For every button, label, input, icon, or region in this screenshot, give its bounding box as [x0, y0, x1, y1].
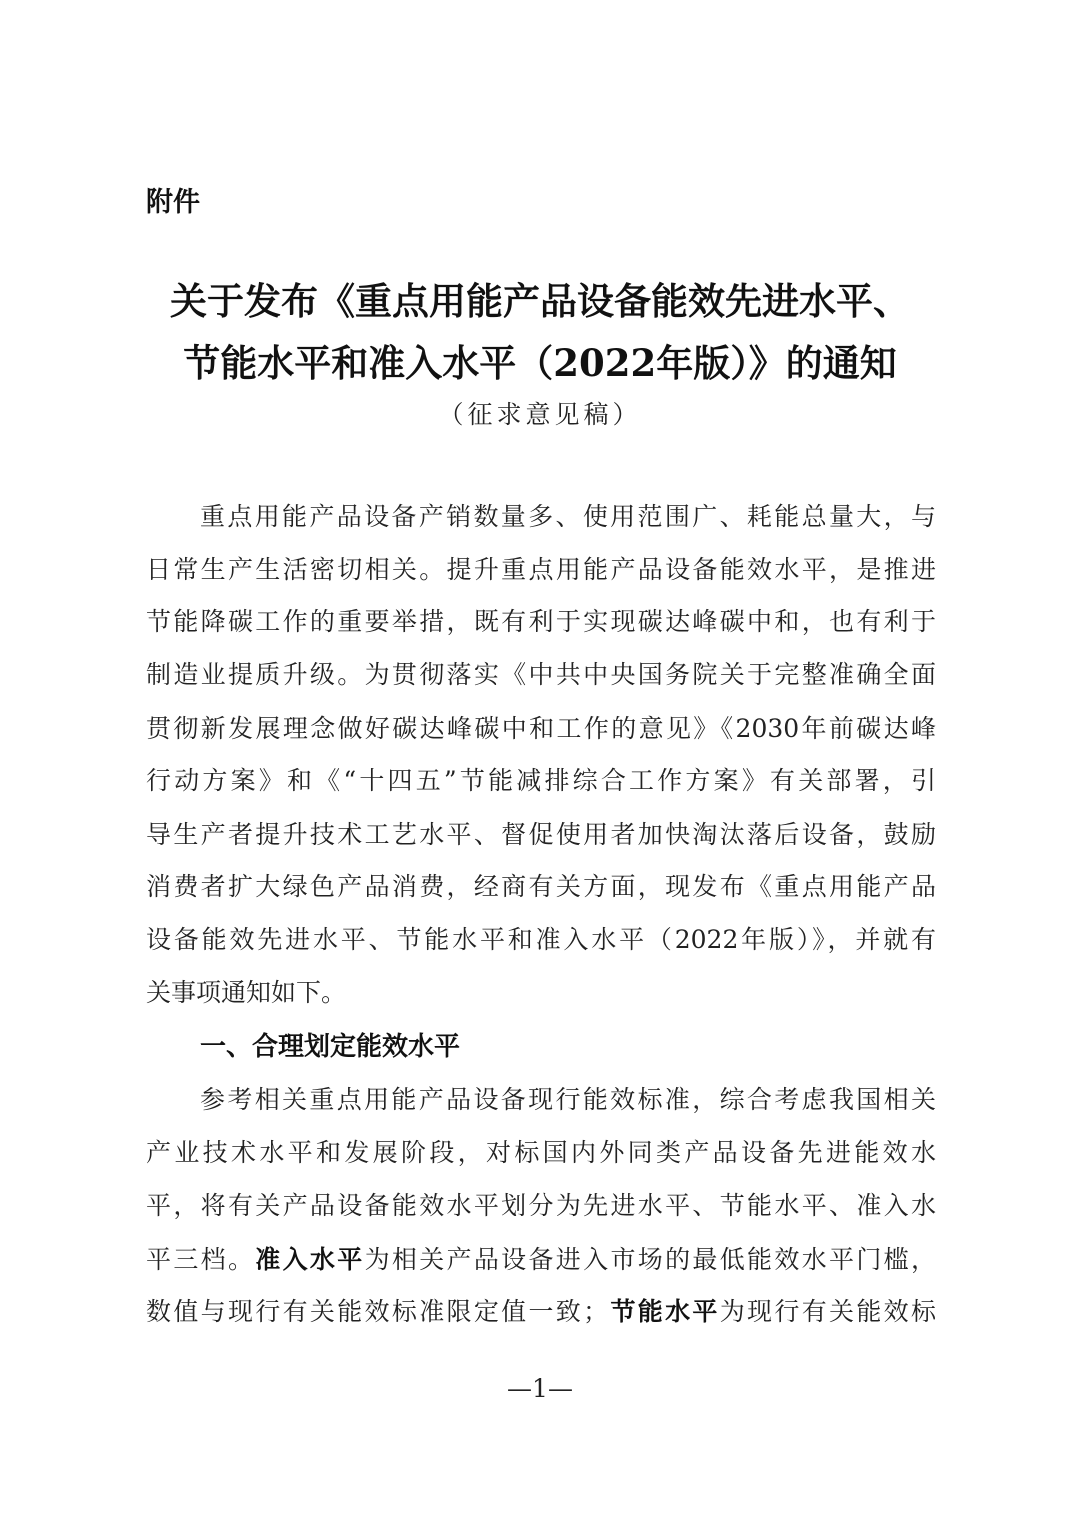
page-number: —1—	[507, 1374, 573, 1403]
paragraph-1-line: 行动方案》和《“十四五”节能减排综合工作方案》有关部署，引	[146, 766, 936, 795]
paragraph-1-line: 消费者扩大绿色产品消费，经商有关方面，现发布《重点用能产品	[146, 872, 936, 901]
paragraph-1-line: 贯彻新发展理念做好碳达峰碳中和工作的意见》《2030年前碳达峰	[146, 714, 936, 743]
line-text: 为相关产品设备进入市场的最低能效水平门槛，	[364, 1245, 936, 1274]
line-text: 数值与现行有关能效标准限定值一致；	[146, 1297, 609, 1326]
bold-term-access-level: 准入水平	[255, 1245, 365, 1274]
paragraph-1-line: 设备能效先进水平、节能水平和准入水平（2022年版）》，并就有	[146, 925, 936, 954]
paragraph-2-line	[146, 1292, 936, 1332]
paragraph-1-line: 日常生产生活密切相关。提升重点用能产品设备能效水平，是推进	[146, 555, 936, 584]
document-title-line-2: 节能水平和准入水平（2022年版）》的通知	[183, 341, 897, 385]
paragraph-1-line: 关事项通知如下。	[146, 978, 347, 1007]
paragraph-2-line: 参考相关重点用能产品设备现行能效标准，综合考虑我国相关	[200, 1085, 936, 1114]
paragraph-1-line: 制造业提质升级。为贯彻落实《中共中央国务院关于完整准确全面	[146, 660, 936, 689]
line-text: 为现行有关能效标	[719, 1297, 936, 1326]
paragraph-2-line: 产业技术水平和发展阶段，对标国内外同类产品设备先进能效水	[146, 1138, 936, 1167]
paragraph-2-line	[146, 1240, 936, 1280]
attachment-label: 附件	[146, 187, 200, 218]
bold-term-energy-saving-level: 节能水平	[608, 1297, 720, 1326]
section-1-heading: 一、合理划定能效水平	[200, 1032, 461, 1062]
paragraph-2-line: 平，将有关产品设备能效水平划分为先进水平、节能水平、准入水	[146, 1191, 936, 1220]
paragraph-1-line: 导生产者提升技术工艺水平、督促使用者加快淘汰落后设备，鼓励	[146, 820, 936, 849]
document-subtitle: （征求意见稿）	[438, 400, 642, 429]
line-text: 平三档。	[146, 1245, 256, 1274]
document-title-line-1: 关于发布《重点用能产品设备能效先进水平、	[170, 279, 910, 323]
paragraph-1-line: 节能降碳工作的重要举措，既有利于实现碳达峰碳中和，也有利于	[146, 607, 936, 636]
paragraph-1-line: 重点用能产品设备产销数量多、使用范围广、耗能总量大，与	[200, 502, 936, 531]
